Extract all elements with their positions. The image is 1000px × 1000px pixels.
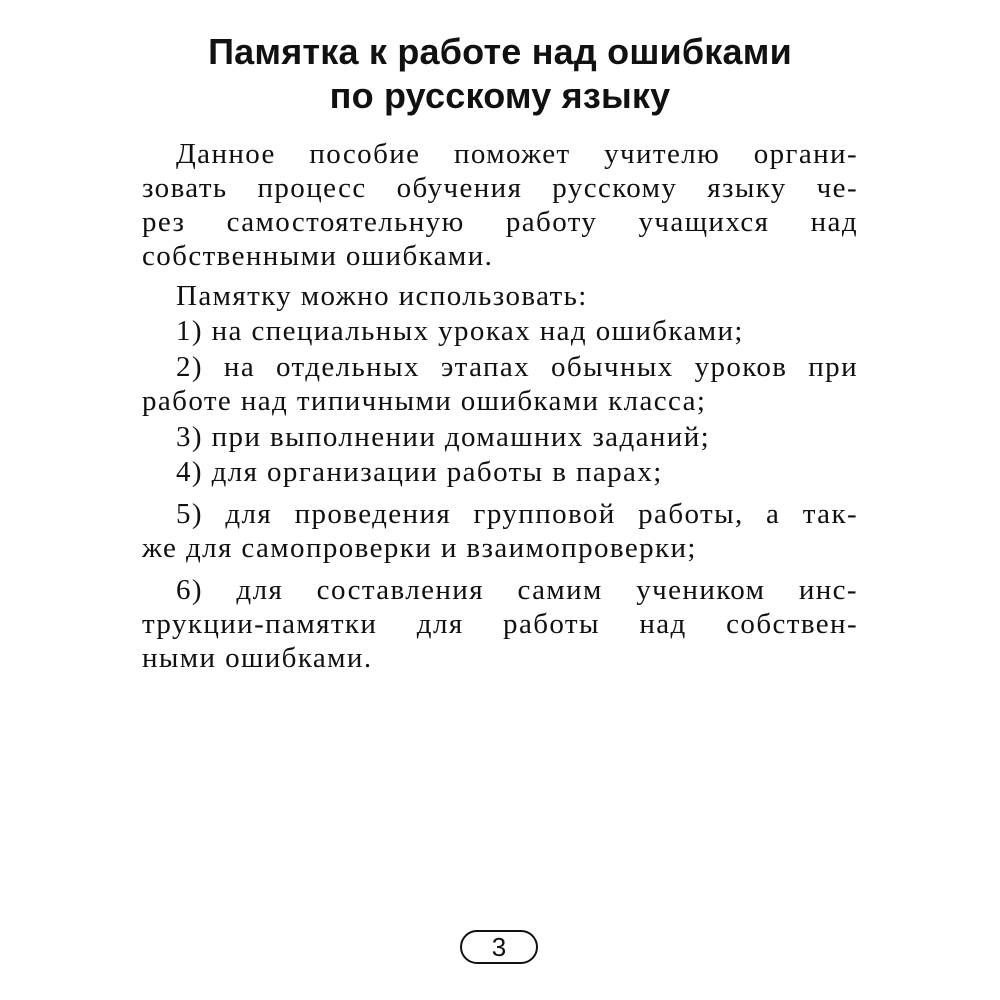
text-line-9: 3) при выполнении домашних заданий; — [176, 421, 711, 453]
text-line-13: 6) для составления самим учеником инс- — [176, 574, 858, 606]
title-line-2: по русскому языку — [329, 75, 671, 116]
title-line-1: Памятка к работе над ошибками — [208, 31, 792, 72]
text-line-6: 1) на специальных уроках над ошибками; — [176, 315, 744, 347]
text-line-2: зовать процесс обучения русскому языку че- — [142, 172, 858, 204]
text-line-7: 2) на отдельных этапах обычных уроков при — [176, 351, 858, 383]
text-line-10: 4) для организации работы в парах; — [176, 456, 663, 488]
text-line-12: же для самопроверки и взаимопроверки; — [142, 532, 697, 564]
text-line-15: ными ошибками. — [142, 642, 373, 674]
text-line-5: Памятку можно использовать: — [176, 280, 588, 312]
text-line-14: трукции-памятки для работы над собствен- — [142, 608, 858, 640]
page-title — [100, 30, 900, 118]
text-line-1: Данное пособие поможет учителю органи- — [176, 138, 858, 170]
text-line-3: рез самостоятельную работу учащихся над — [142, 206, 858, 238]
text-line-4: собственными ошибками. — [142, 240, 494, 272]
page-number: 3 — [460, 930, 538, 964]
text-line-8: работе над типичными ошибками класса; — [142, 385, 707, 417]
text-line-11: 5) для проведения групповой работы, а так- — [176, 498, 858, 530]
